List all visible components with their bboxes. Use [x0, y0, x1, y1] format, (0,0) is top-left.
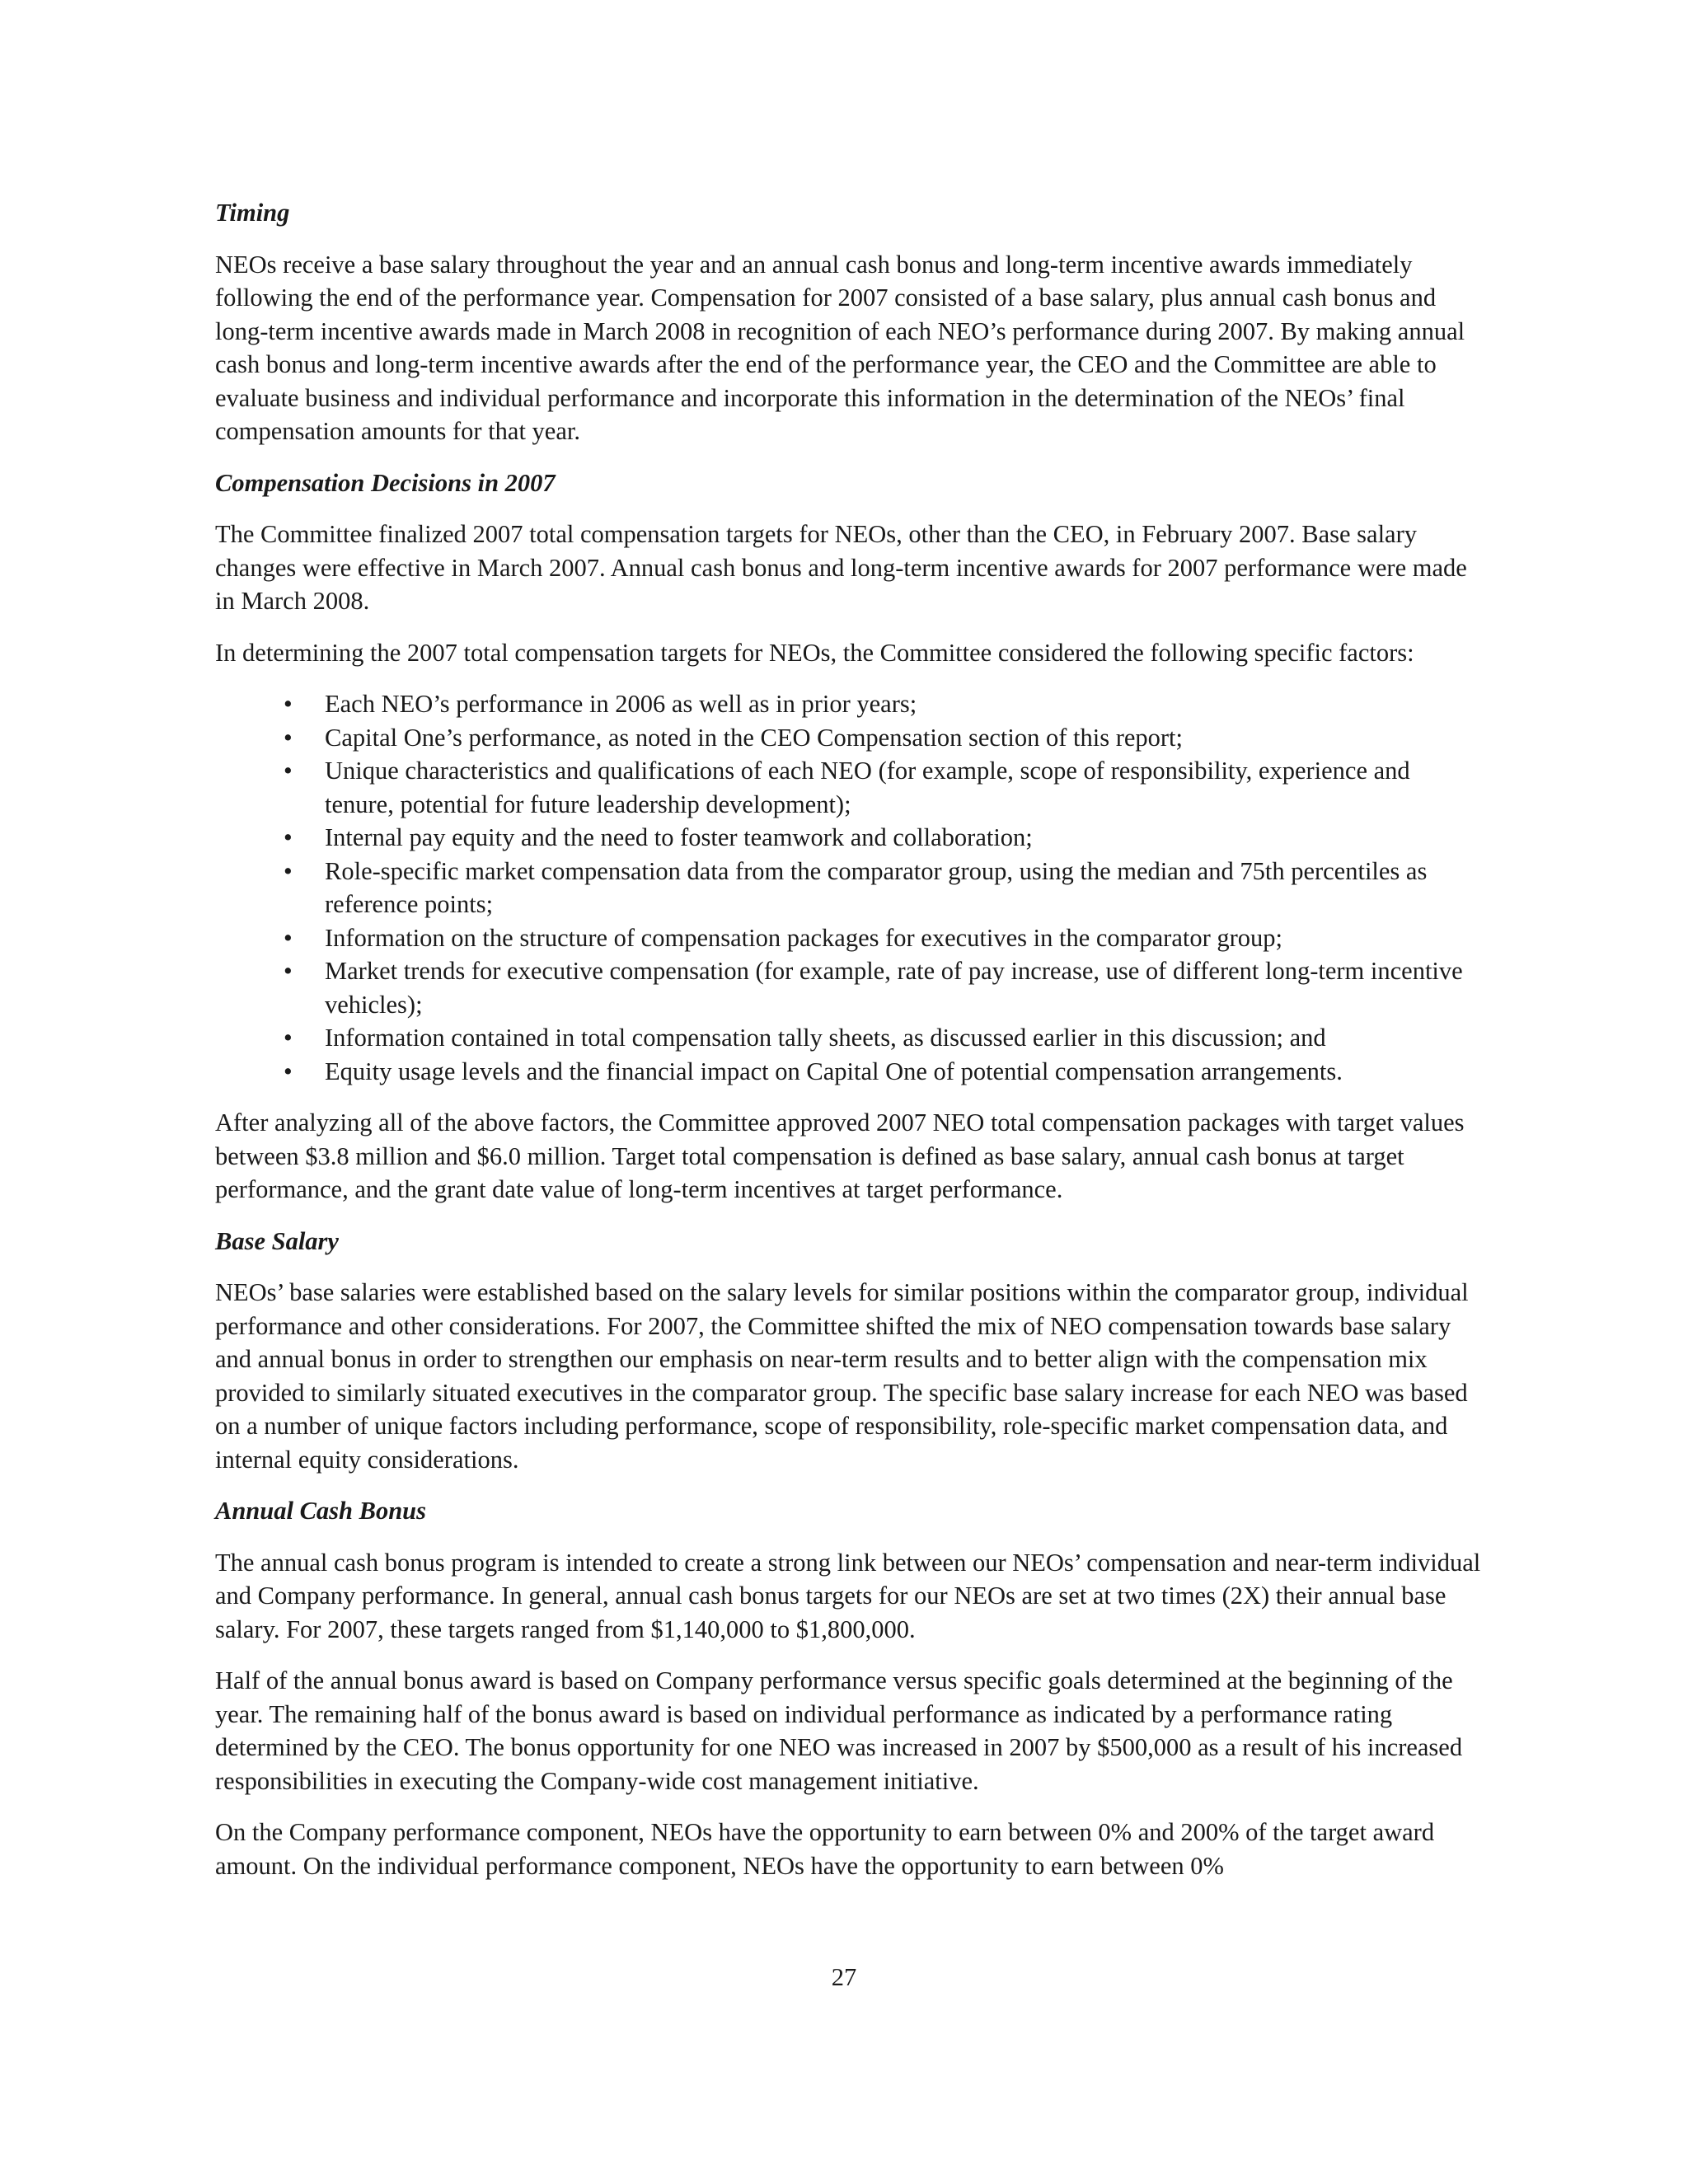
- bullet-icon: •: [284, 856, 293, 885]
- list-item: [284, 921, 1484, 955]
- heading-base-salary: Base Salary: [215, 1226, 339, 1255]
- list-item: [284, 821, 1484, 855]
- paragraph-timing: NEOs receive a base salary throughout the year and an annual cash bonus and long-term incentive awards immediately following the end of the performance year. Compensation for 2007 consisted of a base salary, plus annual cash bonus and long-term incentive awards made in March 2008 in recognition of each NEO’s performance during 2007. By making annual cash bonus and long-term incentive awards after the end of the performance year, the CEO and the Committee are able to evaluate business and individual performance and incorporate this information in the determination of the NEOs’ final compensation amounts for that year.: [215, 250, 1465, 445]
- paragraph-decisions-summary: After analyzing all of the above factors, the Committee approved 2007 NEO total compensation packages with target values between $3.8 million and $6.0 million. Target total compensation is defined as base salary, annual cash bonus at target performance, and the grant date value of long-term incentives at target performance.: [215, 1108, 1465, 1203]
- list-item-text: Unique characteristics and qualifications of each NEO (for example, scope of responsibility, experience and tenure, potential for future leadership development);: [325, 757, 1410, 818]
- heading-compensation-decisions: Compensation Decisions in 2007: [215, 468, 556, 497]
- list-item: [284, 721, 1484, 755]
- heading-annual-cash-bonus: Annual Cash Bonus: [215, 1497, 427, 1525]
- list-item-text: Role-specific market compensation data from the comparator group, using the median and 75th percentiles as reference points;: [325, 856, 1428, 918]
- bullet-icon: •: [284, 823, 293, 851]
- list-item-text: Capital One’s performance, as noted in the CEO Compensation section of this report;: [325, 723, 1183, 752]
- paragraph-base-salary: NEOs’ base salaries were established based on the salary levels for similar positions within the comparator group, individual performance and other considerations. For 2007, the Committee shifted the mix of NEO compensation towards base salary and annual bonus in order to strengthen our emphasis on near-term results and to better align with the compensation mix provided to similarly situated executives in the comparator group. The specific base salary increase for each NEO was based on a number of unique factors including performance, scope of responsibility, role-specific market compensation data, and internal equity considerations.: [215, 1278, 1469, 1474]
- list-item-text: Information contained in total compensation tally sheets, as discussed earlier in this discussion; and: [325, 1024, 1326, 1052]
- heading-timing: Timing: [215, 199, 290, 227]
- document-body: [215, 196, 1484, 1900]
- list-item: [284, 1055, 1484, 1089]
- bullet-icon: •: [284, 690, 293, 718]
- page-number: 27: [831, 1963, 857, 1991]
- list-item: [284, 954, 1484, 1021]
- list-item: [284, 754, 1484, 821]
- list-item: [284, 687, 1484, 721]
- list-item-text: Internal pay equity and the need to foster teamwork and collaboration;: [325, 823, 1033, 851]
- list-item: [284, 1021, 1484, 1055]
- paragraph-bonus-split: Half of the annual bonus award is based on Company performance versus specific goals determined at the beginning of the year. The remaining half of the bonus award is based on individual performance as indicated by a performance rating determined by the CEO. The bonus opportunity for one NEO was increased in 2007 by $500,000 as a result of his increased responsibilities in executing the Company-wide cost management initiative.: [215, 1666, 1463, 1795]
- list-item-text: Market trends for executive compensation (for example, rate of pay increase, use of different long-term incentive vehicles);: [325, 957, 1463, 1019]
- list-item-text: Each NEO’s performance in 2006 as well as in prior years;: [325, 690, 917, 718]
- paragraph-factors-lead: In determining the 2007 total compensation targets for NEOs, the Committee considered the following specific factors:: [215, 638, 1414, 667]
- factors-list: [215, 687, 1484, 1088]
- list-item-text: Equity usage levels and the financial impact on Capital One of potential compensation arrangements.: [325, 1057, 1343, 1085]
- bullet-icon: •: [284, 957, 293, 985]
- list-item: [284, 855, 1484, 921]
- bullet-icon: •: [284, 923, 293, 952]
- bullet-icon: •: [284, 1024, 293, 1052]
- bullet-icon: •: [284, 723, 293, 752]
- paragraph-bonus-components: On the Company performance component, NEOs have the opportunity to earn between 0% and 200% of the target award amount. On the individual performance component, NEOs have the opportunity to earn between 0%: [215, 1818, 1435, 1880]
- bullet-icon: •: [284, 1057, 293, 1085]
- bullet-icon: •: [284, 757, 293, 785]
- paragraph-bonus-program: The annual cash bonus program is intended to create a strong link between our NEOs’ compensation and near-term individual and Company performance. In general, annual cash bonus targets for our NEOs are set at two times (2X) their annual base salary. For 2007, these targets ranged from $1,140,000 to $1,800,000.: [215, 1548, 1481, 1643]
- paragraph-decisions-intro: The Committee finalized 2007 total compensation targets for NEOs, other than the CEO, in February 2007. Base salary changes were effective in March 2007. Annual cash bonus and long-term incentive awards for 2007 performance were made in March 2008.: [215, 520, 1467, 615]
- list-item-text: Information on the structure of compensation packages for executives in the comparator group;: [325, 923, 1282, 952]
